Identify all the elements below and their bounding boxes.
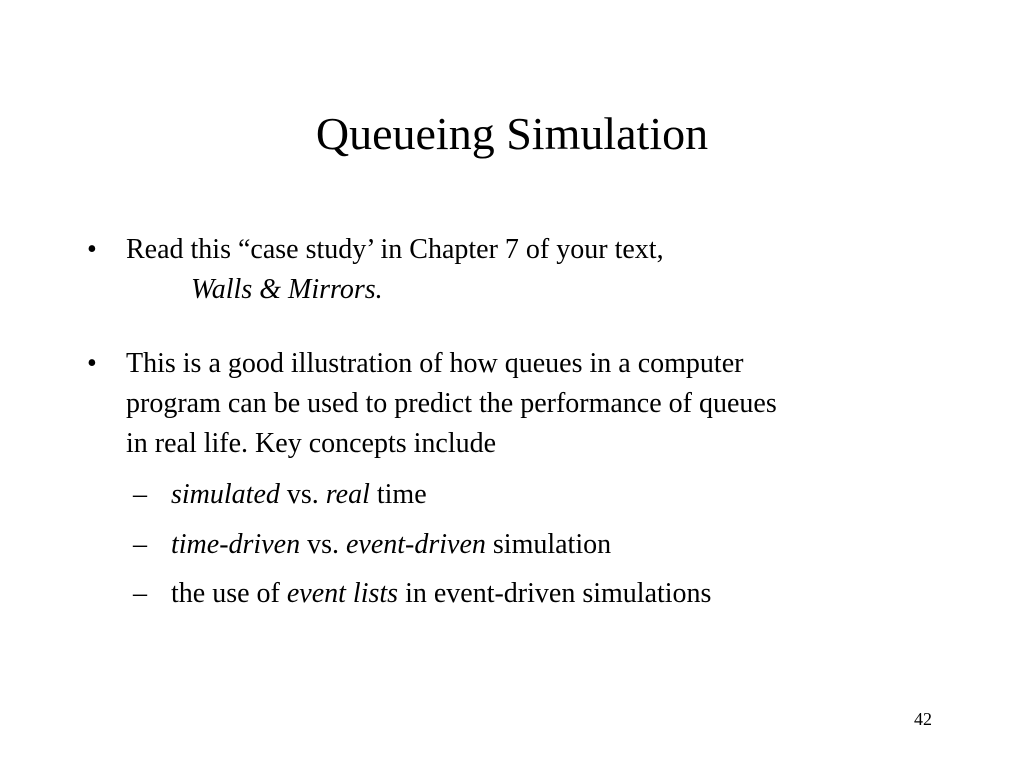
leading-text: the use of — [171, 578, 287, 609]
sub-bullet-text — [171, 475, 427, 515]
bullet-line: in real life. Key concepts include — [126, 428, 497, 459]
slide-title: Queueing Simulation — [315, 108, 709, 159]
book-title: Walls & Mirrors. — [191, 274, 383, 305]
term-real: real — [325, 479, 370, 510]
dash-mark: – — [133, 479, 147, 510]
trailing-text: simulation — [485, 529, 612, 560]
term-event-driven: event-driven — [345, 529, 486, 560]
dash-mark: – — [133, 529, 147, 560]
term-event-lists: event lists — [286, 578, 399, 609]
page-number: 42 — [914, 709, 932, 729]
trailing-text: time — [369, 479, 427, 510]
bullet-text — [126, 344, 777, 464]
trailing-text: in event-driven simulations — [398, 578, 712, 609]
bullet-mark: • — [87, 348, 97, 379]
bullet-text — [126, 230, 664, 310]
bullet-mark: • — [87, 234, 97, 265]
sub-bullet-text — [171, 525, 611, 565]
term-time-driven: time-driven — [171, 529, 301, 560]
term-simulated: simulated — [171, 479, 280, 510]
bullet-line: This is a good illustration of how queues in a computer — [126, 348, 744, 379]
bullet-line: Read this “case study’ in Chapter 7 of your text, — [126, 234, 664, 265]
connector-text: vs. — [279, 479, 326, 510]
dash-mark: – — [133, 578, 147, 609]
bullet-line: program can be used to predict the performance of queues — [126, 388, 777, 419]
connector-text: vs. — [300, 529, 346, 560]
sub-bullet-text — [171, 574, 711, 614]
